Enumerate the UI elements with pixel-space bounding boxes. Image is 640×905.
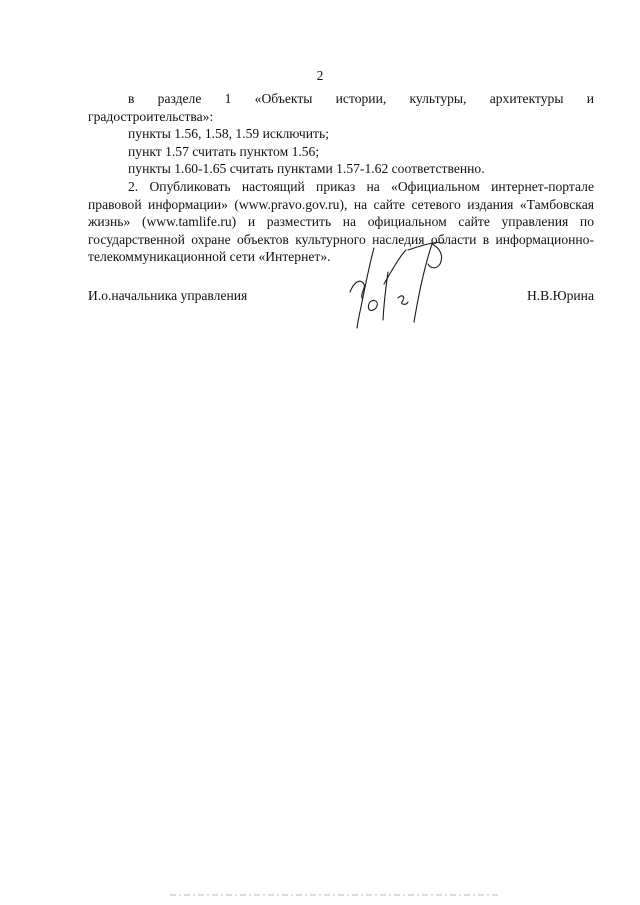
paragraph-line: в разделе 1 «Объекты истории, культуры, архитектуры и [128,91,594,106]
page-number: 2 [316,68,324,83]
handwritten-signature [340,242,470,332]
signatory-name: Н.В.Юрина [526,288,594,303]
scan-artifact-line [170,893,500,897]
paragraph-continuation: градостроительства»: [88,108,214,124]
document-body [88,90,594,266]
paragraph-item-renumber: пункт 1.57 считать пунктом 1.56; [128,143,320,159]
signature-block [88,286,594,346]
signatory-title: И.о.начальника управления [88,288,248,303]
paragraph-item-exclude: пункты 1.56, 1.58, 1.59 исключить; [128,126,329,142]
paragraph-section-1 [88,90,594,108]
paragraph-item-renumber-range: пункты 1.60-1.65 считать пунктами 1.57-1.62 соответственно. [128,161,485,177]
paragraph-publish: 2. Опубликовать настоящий приказ на «Официальном интернет-портале правовой информации» (www.pravo.gov.ru), на сайте сетевого издания «Тамбовская жизнь» (www.tamlife.ru) и разместить на официальном сайте управления по государственной охране объектов культурного наследия области в информационно-телекоммуникационной сети «Интернет». [88,178,594,265]
